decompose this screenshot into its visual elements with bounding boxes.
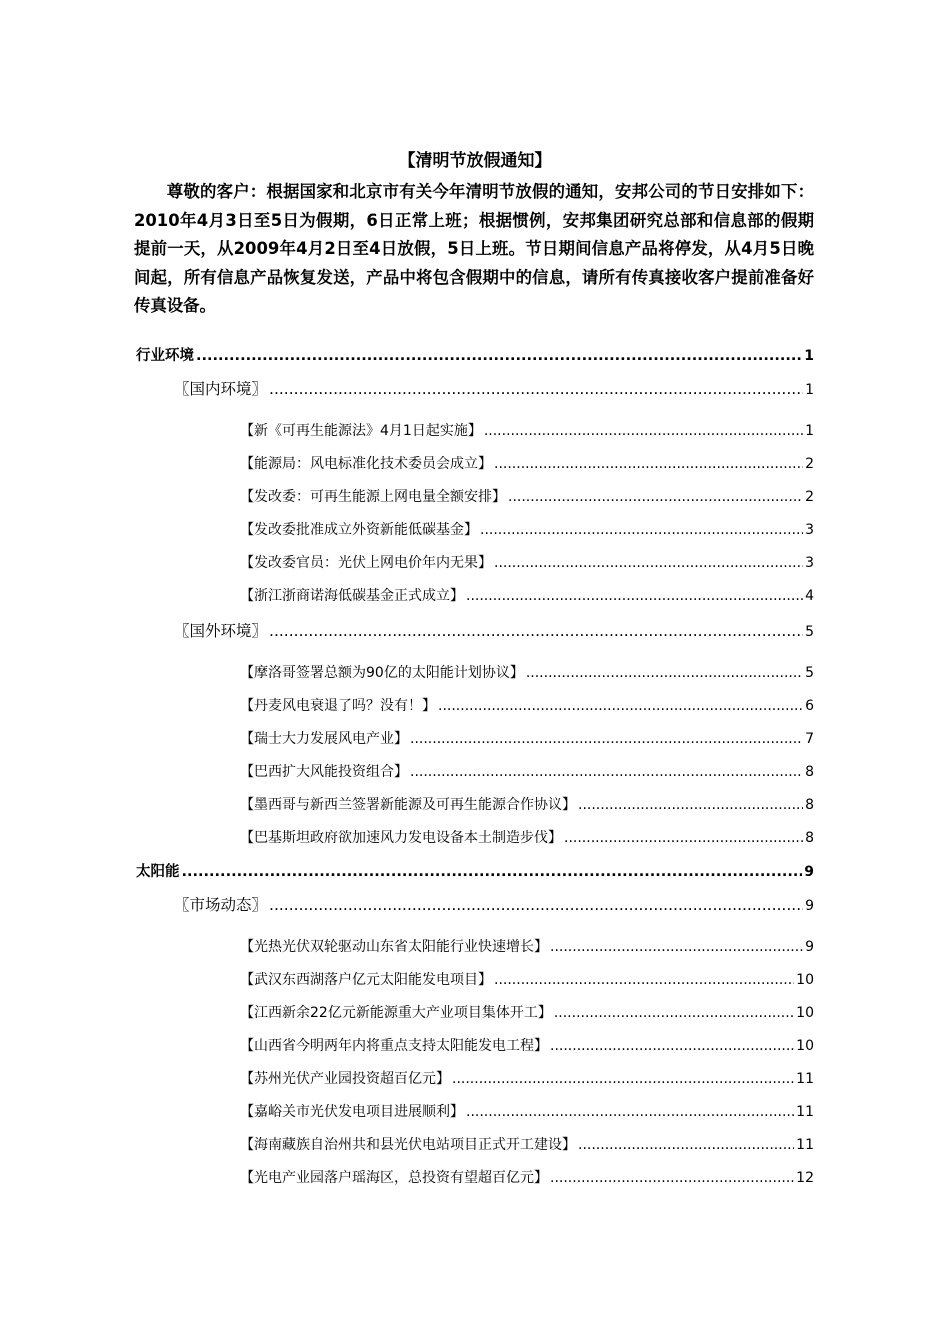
toc-page-number: 8 — [805, 797, 814, 813]
toc-dot-leader — [269, 896, 803, 914]
toc-entry[interactable] — [174, 619, 814, 641]
toc-dot-leader — [269, 380, 803, 398]
toc-page-number: 1 — [805, 382, 814, 398]
toc-dot-leader — [410, 731, 803, 747]
toc-dot-leader — [466, 1104, 794, 1120]
toc-page-number: 2 — [805, 456, 814, 472]
toc-entry-label: 【光电产业园落户瑶海区，总投资有望超百亿元】 — [240, 1170, 548, 1186]
toc-entry[interactable] — [240, 1068, 814, 1088]
toc-entry[interactable] — [240, 1101, 814, 1121]
toc-page-number: 5 — [805, 665, 814, 681]
toc-dot-leader — [494, 555, 803, 571]
toc-page-number: 3 — [805, 555, 814, 571]
toc-entry-label: 【能源局：风电标准化技术委员会成立】 — [240, 456, 492, 472]
toc-entry[interactable] — [240, 827, 814, 847]
toc-dot-leader — [438, 698, 803, 714]
toc-entry-label: 【巴基斯坦政府欲加速风力发电设备本土制造步伐】 — [240, 830, 562, 846]
toc-page-number: 11 — [796, 1137, 814, 1153]
toc-entry[interactable] — [240, 761, 814, 781]
toc-page-number: 5 — [805, 624, 814, 640]
toc-entry-label: 【浙江浙商诺海低碳基金正式成立】 — [240, 588, 464, 604]
toc-entry[interactable] — [240, 585, 814, 605]
toc-dot-leader — [508, 489, 803, 505]
toc-entry[interactable] — [240, 1035, 814, 1055]
toc-entry-label: 【江西新余22亿元新能源重大产业项目集体开工】 — [240, 1005, 552, 1021]
toc-dot-leader — [269, 622, 803, 640]
toc-entry[interactable] — [240, 728, 814, 748]
toc-dot-leader — [578, 797, 803, 813]
toc-dot-leader — [410, 764, 803, 780]
toc-entry-label: 【发改委批准成立外资新能低碳基金】 — [240, 522, 478, 538]
toc-dot-leader — [484, 423, 803, 439]
toc-page-number: 9 — [805, 898, 814, 914]
toc-entry-label: 〖市场动态〗 — [174, 896, 268, 914]
toc-entry[interactable] — [136, 344, 814, 365]
toc-entry-label: 【发改委官员：光伏上网电价年内无果】 — [240, 555, 492, 571]
toc-page-number: 12 — [796, 1170, 814, 1186]
toc-entry-label: 【嘉峪关市光伏发电项目进展顺利】 — [240, 1104, 464, 1120]
toc-page-number: 1 — [805, 423, 814, 439]
notice-title: 【清明节放假通知】 — [398, 151, 552, 171]
toc-entry[interactable] — [240, 1167, 814, 1187]
toc-dot-leader — [526, 665, 803, 681]
toc-entry-label: 〖国内环境〗 — [174, 380, 268, 398]
toc-page-number: 4 — [805, 588, 814, 604]
toc-entry[interactable] — [240, 1002, 814, 1022]
toc-entry[interactable] — [240, 695, 814, 715]
toc-page-number: 3 — [805, 522, 814, 538]
toc-page-number: 11 — [796, 1071, 814, 1087]
toc-entry-label: 【山西省今明两年内将重点支持太阳能发电工程】 — [240, 1038, 548, 1054]
toc-page-number: 11 — [796, 1104, 814, 1120]
toc-entry[interactable] — [240, 486, 814, 506]
toc-page-number: 8 — [805, 764, 814, 780]
toc-dot-leader — [182, 864, 803, 880]
toc-entry[interactable] — [240, 662, 814, 682]
toc-page-number: 1 — [804, 348, 814, 364]
toc-entry-label: 【摩洛哥签署总额为90亿的太阳能计划协议】 — [240, 665, 524, 681]
toc-page-number: 2 — [805, 489, 814, 505]
toc-dot-leader — [550, 1038, 794, 1054]
toc-entry[interactable] — [240, 453, 814, 473]
toc-page-number: 10 — [796, 1005, 814, 1021]
toc-entry[interactable] — [174, 893, 814, 915]
toc-entry[interactable] — [240, 519, 814, 539]
toc-dot-leader — [452, 1071, 794, 1087]
toc-dot-leader — [554, 1005, 794, 1021]
toc-entry[interactable] — [240, 936, 814, 956]
toc-page-number: 10 — [796, 1038, 814, 1054]
toc-dot-leader — [550, 1170, 794, 1186]
toc-page-number: 10 — [796, 972, 814, 988]
toc-entry[interactable] — [240, 969, 814, 989]
toc-entry[interactable] — [240, 794, 814, 814]
toc-entry-label: 〖国外环境〗 — [174, 622, 268, 640]
toc-entry-label: 【苏州光伏产业园投资超百亿元】 — [240, 1071, 450, 1087]
toc-page-number: 8 — [805, 830, 814, 846]
toc-entry-label: 【巴西扩大风能投资组合】 — [240, 764, 408, 780]
toc-dot-leader — [550, 939, 803, 955]
toc-entry-label: 【丹麦风电衰退了吗？没有！】 — [240, 698, 436, 714]
toc-entry[interactable] — [240, 1134, 814, 1154]
toc-dot-leader — [196, 348, 802, 364]
toc-entry-label: 行业环境 — [136, 348, 194, 364]
toc-entry[interactable] — [240, 420, 814, 440]
toc-page-number: 6 — [805, 698, 814, 714]
toc-entry-label: 【新《可再生能源法》4月1日起实施】 — [240, 423, 482, 439]
toc-entry-label: 【发改委：可再生能源上网电量全额安排】 — [240, 489, 506, 505]
toc-entry[interactable] — [174, 377, 814, 399]
toc-entry-label: 【海南藏族自治州共和县光伏电站项目正式开工建设】 — [240, 1137, 576, 1153]
toc-entry[interactable] — [136, 860, 814, 881]
toc-page-number: 9 — [804, 864, 814, 880]
toc-entry-label: 【墨西哥与新西兰签署新能源及可再生能源合作协议】 — [240, 797, 576, 813]
toc-dot-leader — [466, 588, 803, 604]
toc-page-number: 7 — [805, 731, 814, 747]
toc-entry[interactable] — [240, 552, 814, 572]
toc-entry-label: 【光热光伏双轮驱动山东省太阳能行业快速增长】 — [240, 939, 548, 955]
toc-entry-label: 【武汉东西湖落户亿元太阳能发电项目】 — [240, 972, 492, 988]
toc-dot-leader — [564, 830, 803, 846]
toc-dot-leader — [494, 972, 794, 988]
toc-dot-leader — [578, 1137, 794, 1153]
toc-page-number: 9 — [805, 939, 814, 955]
toc-entry-label: 【瑞士大力发展风电产业】 — [240, 731, 408, 747]
toc-entry-label: 太阳能 — [136, 864, 180, 880]
notice-body: 尊敬的客户：根据国家和北京市有关今年清明节放假的通知，安邦公司的节日安排如下：2010年4月3日至5日为假期，6日正常上班；根据惯例，安邦集团研究总部和信息部的假期提前一天，从2009年4月2日至4日放假，5日上班。节日期间信息产品将停发，从4月5日晚间起，所有信息产品恢复发送，产品中将包含假期中的信息，请所有传真接收客户提前准备好传真设备。 — [134, 182, 814, 315]
toc-dot-leader — [480, 522, 803, 538]
toc-dot-leader — [494, 456, 803, 472]
